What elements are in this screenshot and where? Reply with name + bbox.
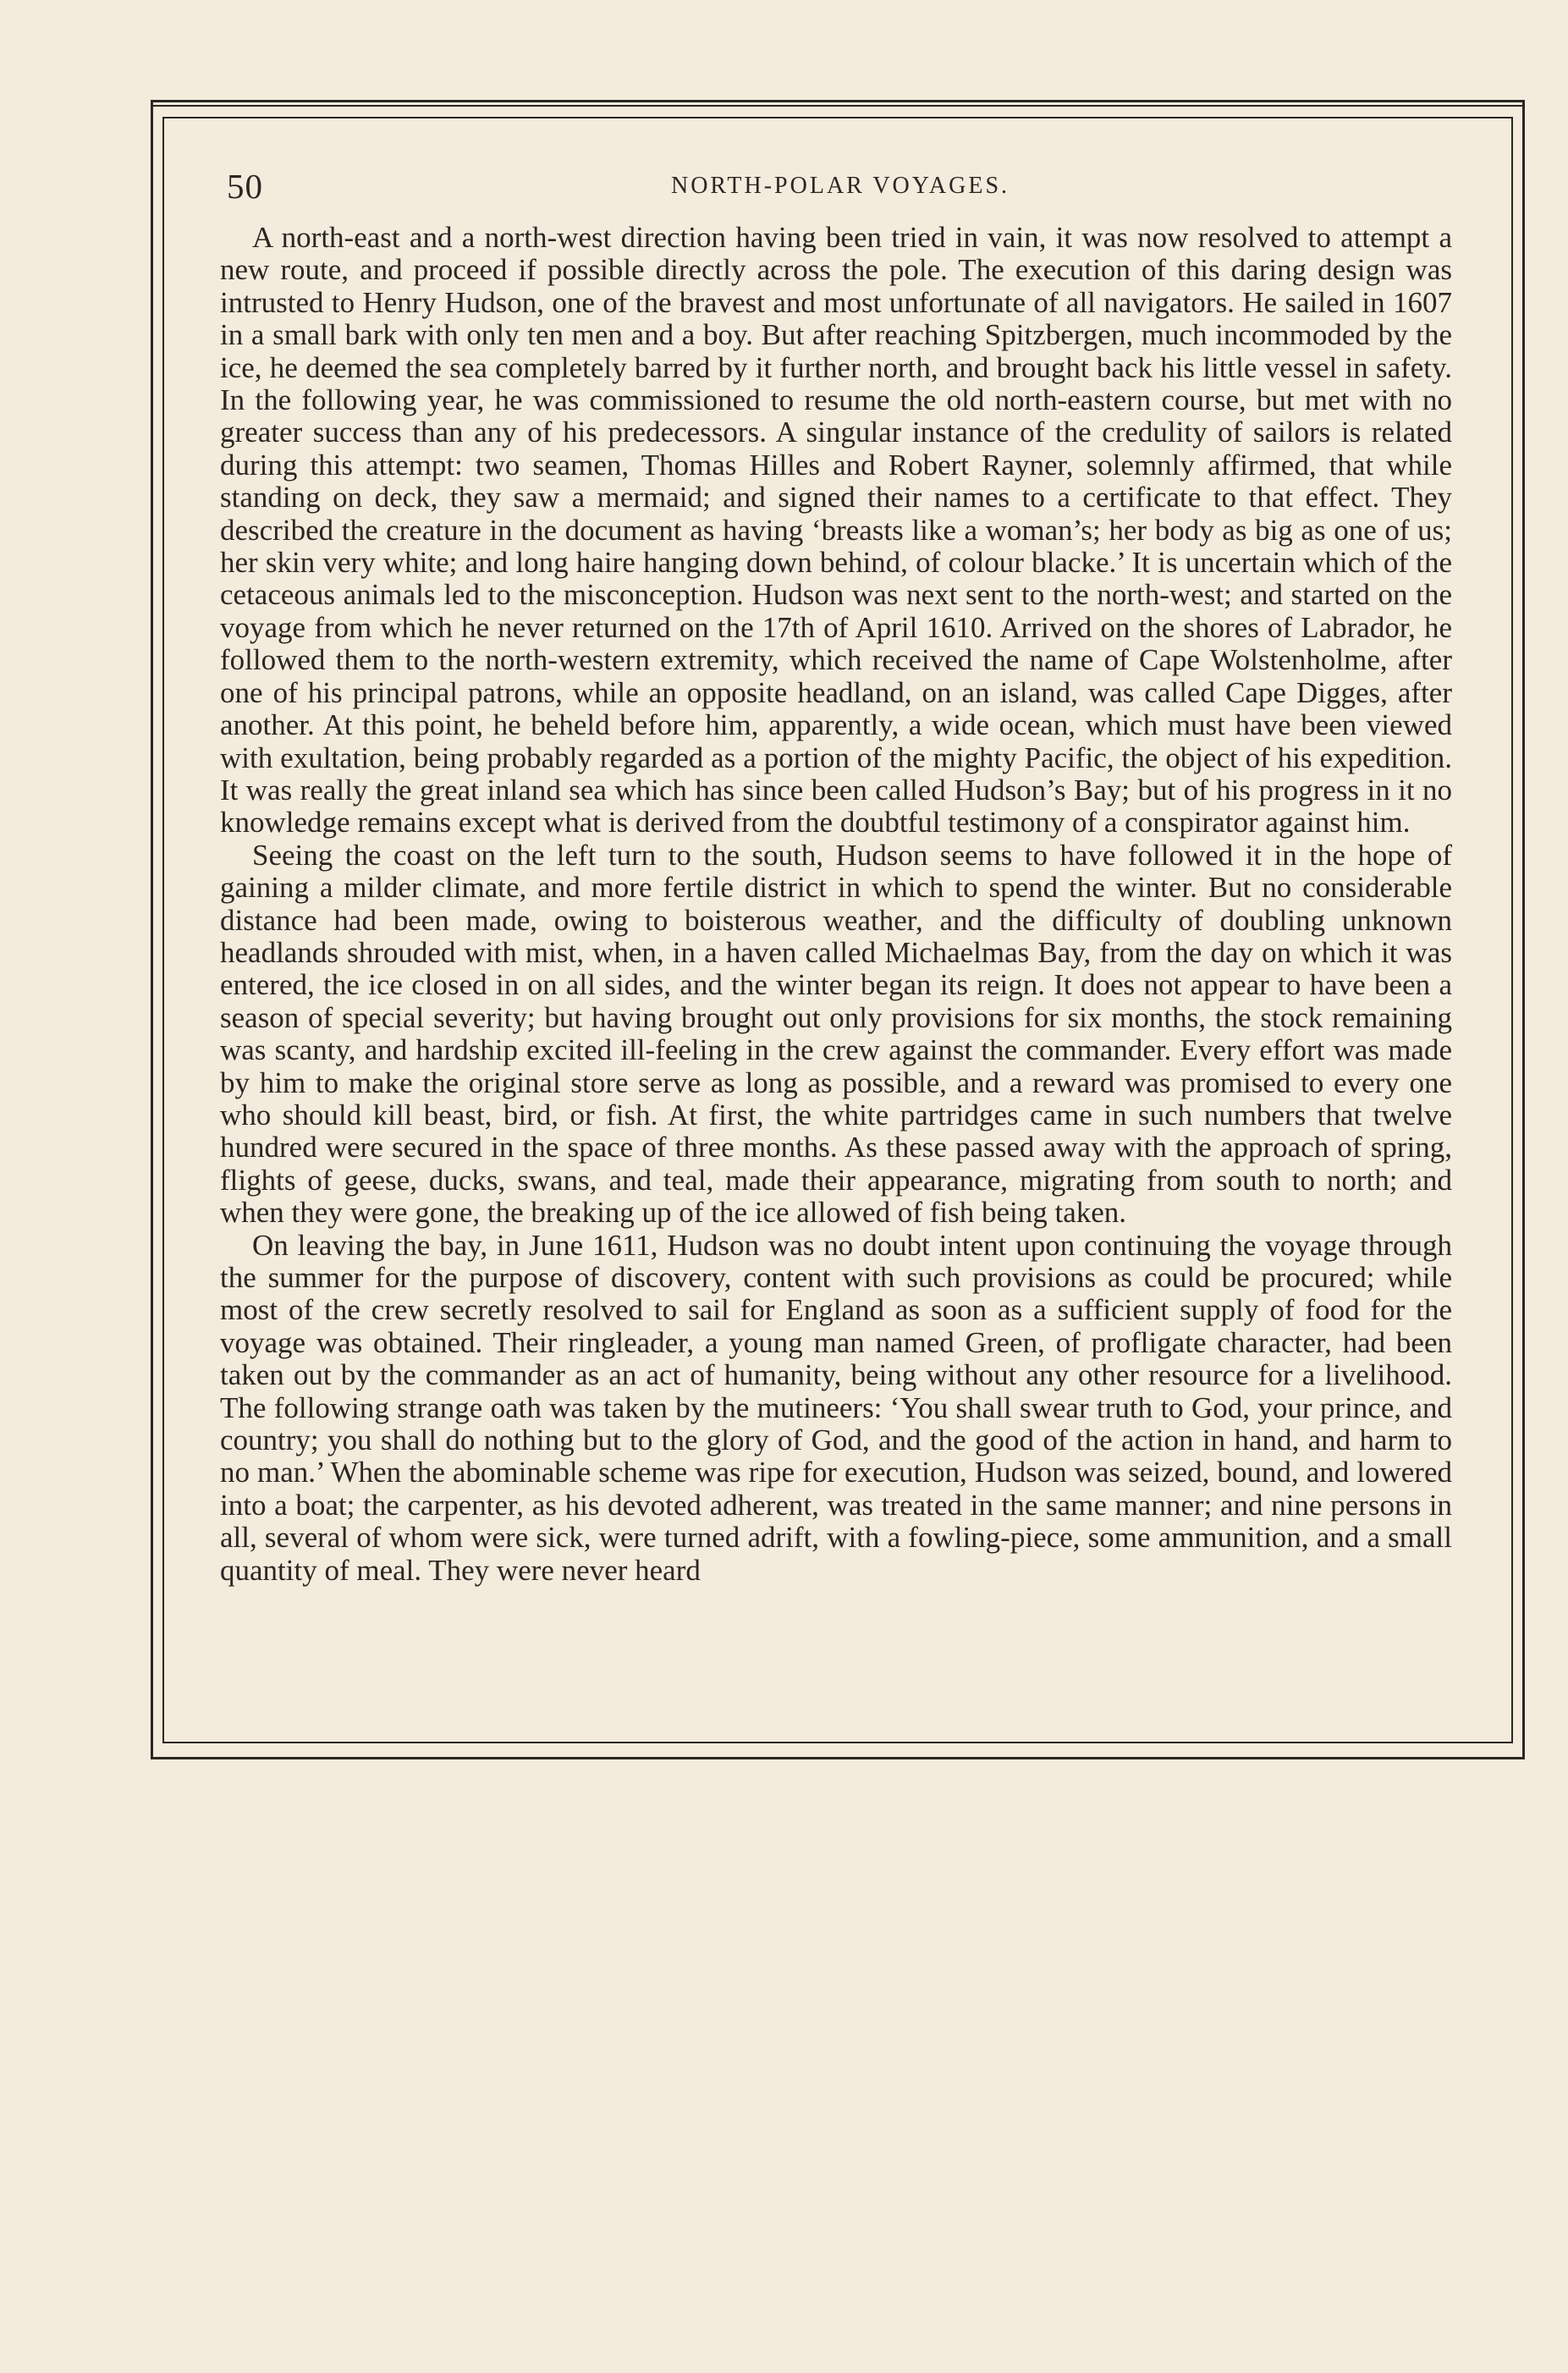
page-number: 50	[227, 167, 263, 206]
body-text	[220, 222, 1452, 1587]
paragraph: On leaving the bay, in June 1611, Hudson was no doubt intent upon continuing the voyage through the summer for the purpose of discovery, content with such provisions as could be procured; while most of the crew secretly resolved to sail for England as soon as a sufficient supply of food for the voyage was obtained. Their ringleader, a young man named Green, of profligate character, had been taken out by the commander as an act of humanity, being without any other resource for a livelihood. The following strange oath was taken by the mutineers: ‘You shall swear truth to God, your prince, and country; you shall do nothing but to the glory of God, and the good of the action in hand, and harm to no man.’ When the abominable scheme was ripe for execution, Hudson was seized, bound, and lowered into a boat; the carpenter, as his devoted adherent, was treated in the same manner; and nine persons in all, several of whom were sick, were turned adrift, with a fowling-piece, some ammunition, and a small quantity of meal. They were never heard	[220, 1228, 1452, 1587]
bottom-rule	[151, 1757, 1522, 1759]
paragraph: Seeing the coast on the left turn to the south, Hudson seems to have followed it in the hope of gaining a milder climate, and more fertile district in which to spend the winter. But no considerable distance had been made, owing to boisterous weather, and the difficulty of doubling unknown headlands shrouded with mist, when, in a haven called Michaelmas Bay, from the day on which it was entered, the ice closed in on all sides, and the winter began its reign. It does not appear to have been a season of special severity; but having brought out only provisions for six months, the stock remaining was scanty, and hardship excited ill-feeling in the crew against the commander. Every effort was made by him to make the original store serve as long as possible, and a reward was promised to every one who should kill beast, bird, or fish. At first, the white partridges came in such numbers that twelve hundred were secured in the space of three months. As these passed away with the approach of spring, flights of geese, ducks, swans, and teal, made their appearance, migrating from south to north; and when they were gone, the breaking up of the ice allowed of fish being taken.	[220, 838, 1452, 1230]
paragraph: A north-east and a north-west direction having been tried in vain, it was now resolved to attempt a new route, and proceed if possible directly across the pole. The execution of this daring design was intrusted to Henry Hudson, one of the bravest and most unfortunate of all navigators. He sailed in 1607 in a small bark with only ten men and a boy. But after reaching Spitzbergen, much incommoded by the ice, he deemed the sea completely barred by it further north, and brought back his little vessel in safety. In the following year, he was commissioned to resume the old north-eastern course, but met with no greater success than any of his predecessors. A singular instance of the credulity of sailors is related during this attempt: two seamen, Thomas Hilles and Robert Rayner, solemnly affirmed, that while standing on deck, they saw a mermaid; and signed their names to a certificate to that effect. They described the creature in the document as having ‘breasts like a woman’s; her body as big as one of us; her skin very white; and long haire hanging down behind, of colour blacke.’ It is uncertain which of the cetaceous animals led to the misconception. Hudson was next sent to the north-west; and started on the voyage from which he never returned on the 17th of April 1610. Arrived on the shores of Labrador, he followed them to the north-western extremity, which received the name of Cape Wolstenholme, after one of his principal patrons, while an opposite headland, on an island, was called Cape Digges, after another. At this point, he beheld before him, apparently, a wide ocean, which must have been viewed with exultation, being probably regarded as a portion of the mighty Pacific, the object of his expedition. It was really the great inland sea which has since been called Hudson’s Bay; but of his progress in it no knowledge remains except what is derived from the doubtful testimony of a conspirator against him.	[220, 221, 1452, 840]
running-head: NORTH-POLAR VOYAGES.	[670, 173, 1010, 199]
page-header	[227, 166, 1454, 212]
